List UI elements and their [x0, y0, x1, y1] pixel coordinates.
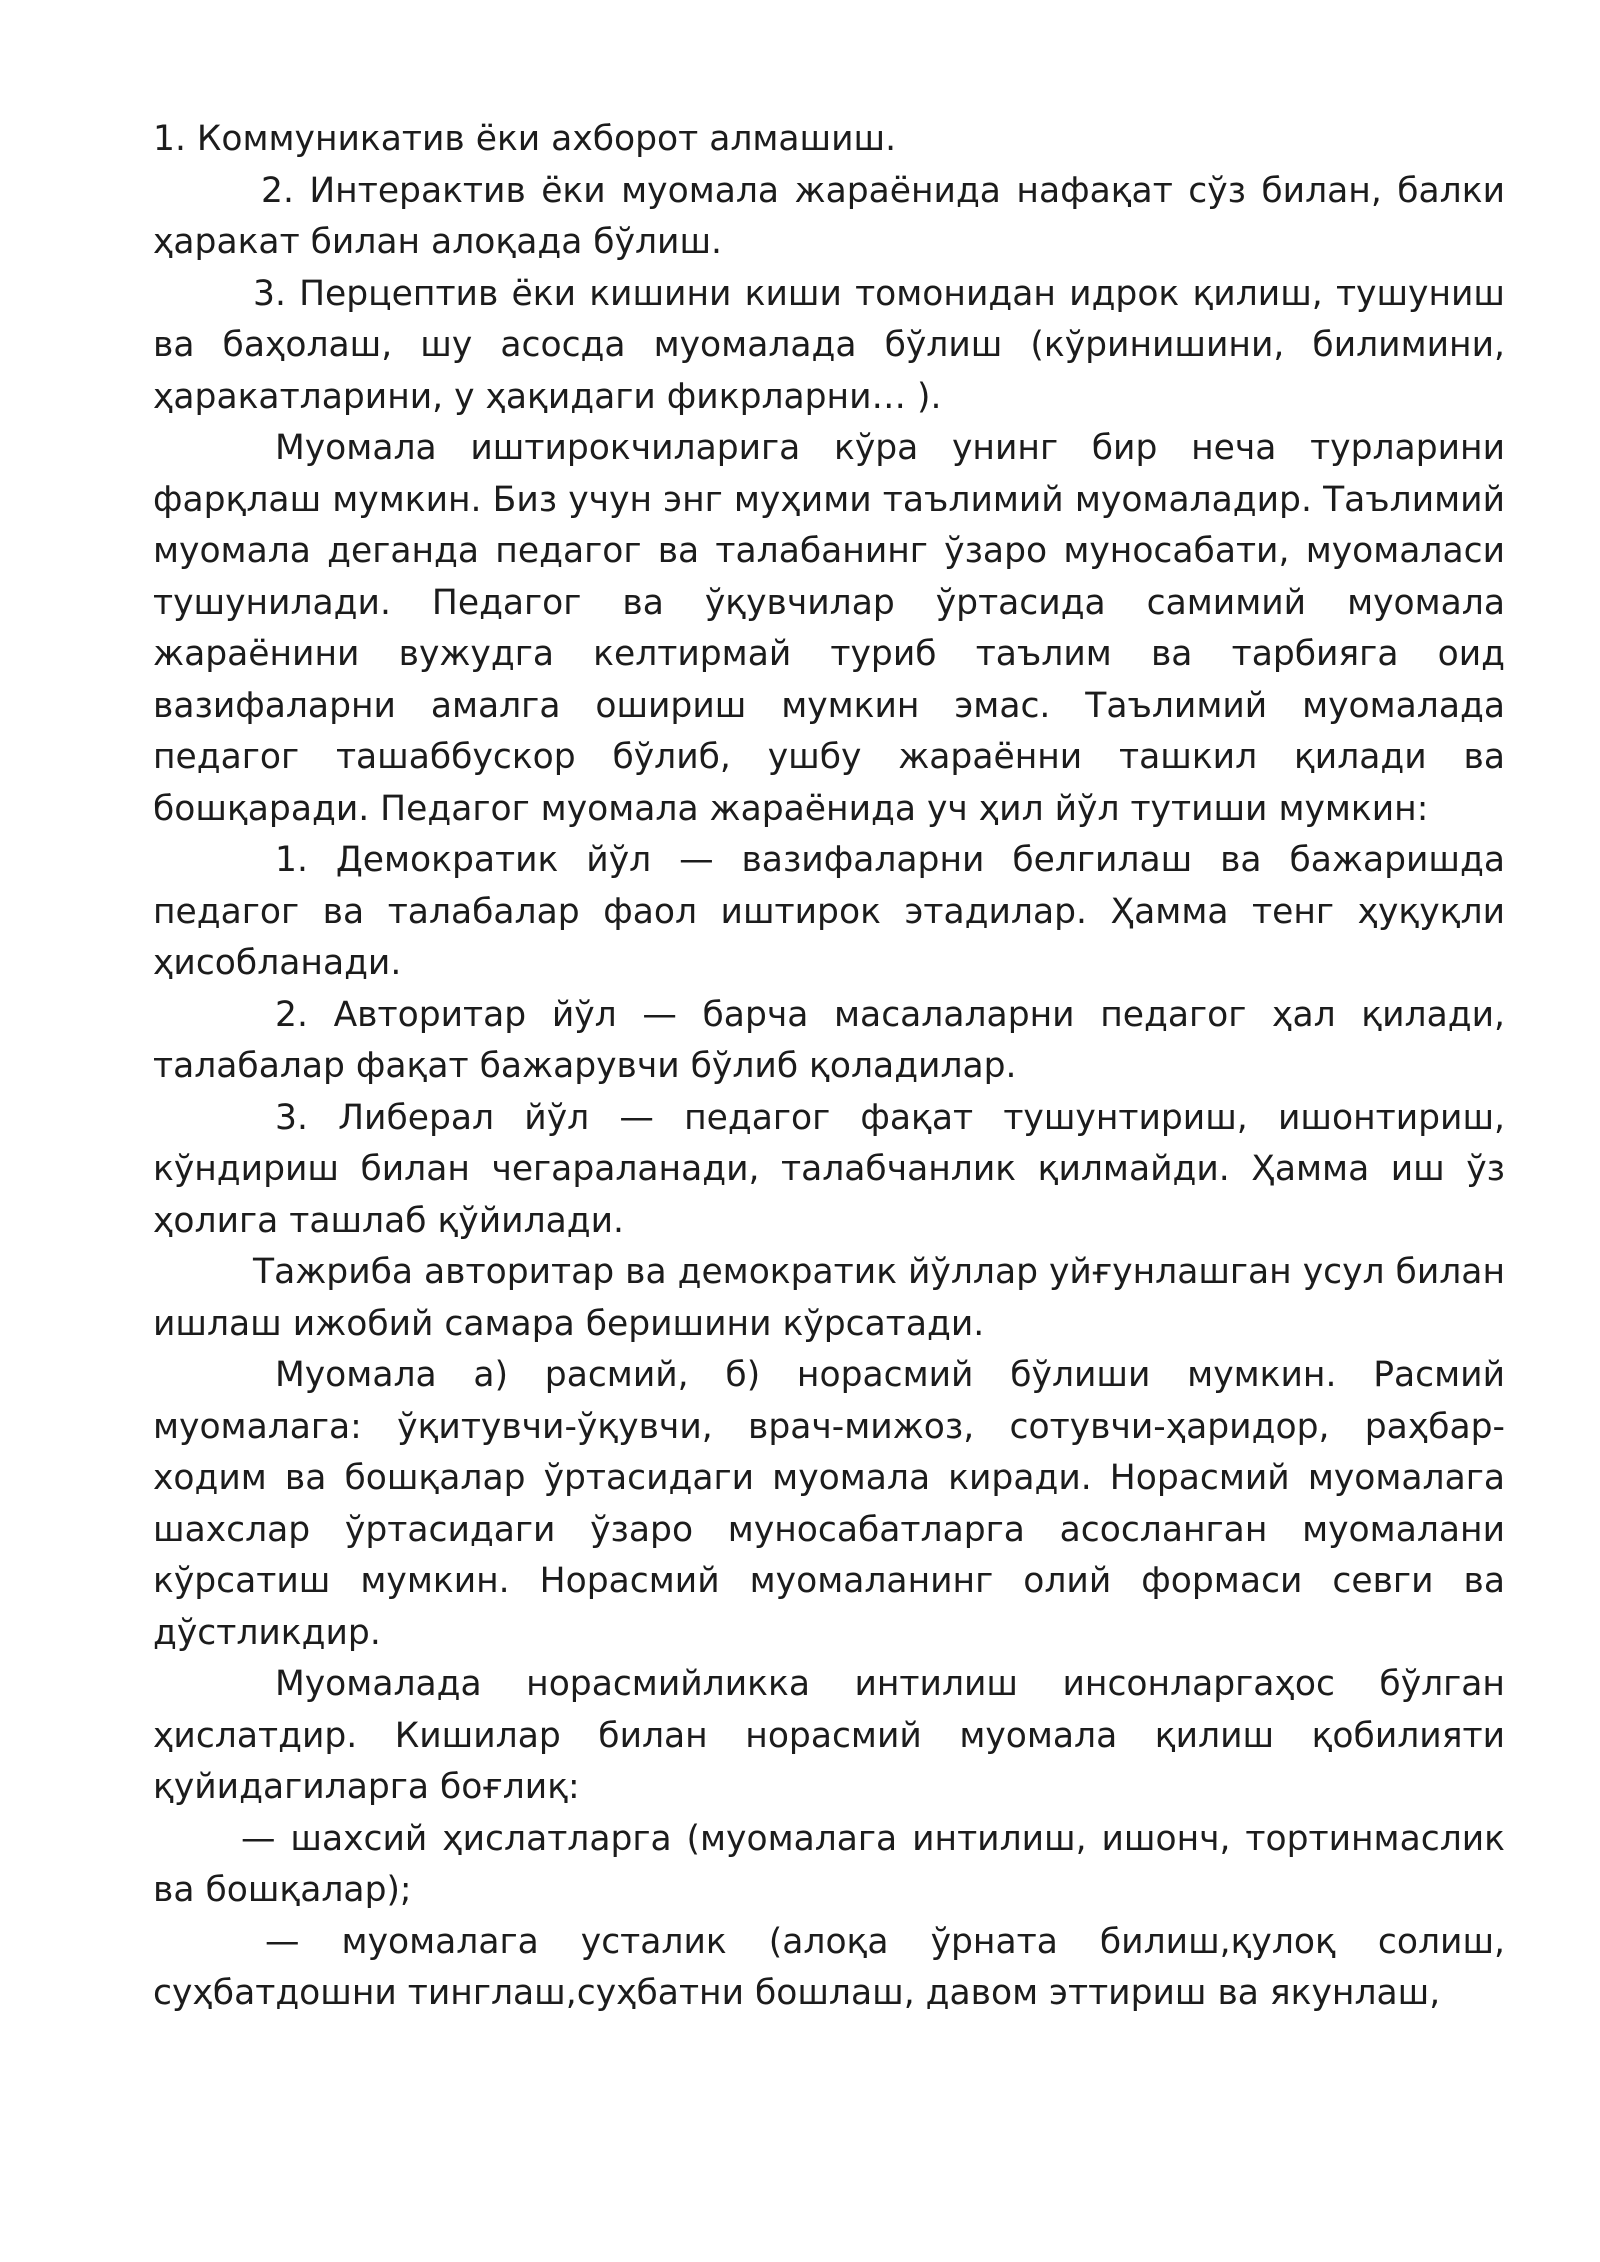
- paragraph-12: — муомалага усталик (алоқа ўрната билиш,қулоқ солиш, суҳбатдошни тинглаш,суҳбатни бошлаш, давом эттириш ва якунлаш,: [153, 1921, 1505, 2013]
- paragraph-5: 1. Демократик йўл — вазифаларни белгилаш ва бажаришда педагог ва талабалар фаол иштирок этадилар. Ҳамма тенг ҳуқуқли ҳисобланади.: [153, 840, 1505, 983]
- paragraph-9: Муомала а) расмий, б) норасмий бўлиши мумкин. Расмий муомалага: ўқитувчи-ўқувчи, врач-мижоз, сотувчи-ҳаридор, раҳбар-ходим ва бошқалар ўртасидаги муомала киради. Норасмий муомалага шахслар ўртасидаги ўзаро муносабатларга асосланган муомалани кўрсатиш мумкин. Норасмий муомаланинг олий формаси севги ва дўстликдир.: [153, 1355, 1505, 1653]
- paragraph-2: 2. Интерактив ёки муомала жараёнида нафақат сўз билан, балки ҳаракат билан алоқада бўлиш.: [153, 170, 1505, 262]
- paragraph-6: 2. Авторитар йўл — барча масалаларни педагог ҳал қилади, талабалар фақат бажарувчи бўлиб қоладилар.: [153, 994, 1505, 1086]
- paragraph-10: Муомалада норасмийликка интилиш инсонларгаҳос бўлган ҳислатдир. Кишилар билан норасмий муомала қилиш қобилияти қуйидагиларга боғлиқ:: [153, 1664, 1505, 1807]
- paragraph-3: 3. Перцептив ёки кишини киши томонидан идрок қилиш, тушуниш ва баҳолаш, шу асосда муомалада бўлиш (кўринишини, билимини, ҳаракатларини, у ҳақидаги фикрларни… ).: [153, 273, 1505, 417]
- paragraph-4: Муомала иштирокчиларига кўра унинг бир неча турларини фарқлаш мумкин. Биз учун энг муҳими таълимий муомаладир. Таълимий муомала деганда педагог ва талабанинг ўзаро муносабати, муомаласи тушунилади. Педагог ва ўқувчилар ўртасида самимий муомала жараёнини вужудга келтирмай туриб таълим ва тарбияга оид вазифаларни амалга ошириш мумкин эмас. Таълимий муомалада педагог ташаббускор бўлиб, ушбу жараённи ташкил қилади ва бошқаради. Педагог муомала жараёнида уч ҳил йўл тутиши мумкин:: [153, 428, 1505, 829]
- paragraph-8: Тажриба авторитар ва демократик йўллар уйғунлашган усул билан ишлаш ижобий самара беришини кўрсатади.: [153, 1252, 1505, 1344]
- paragraph-7: 3. Либерал йўл — педагог фақат тушунтириш, ишонтириш, кўндириш билан чегараланади, талабчанлик қилмайди. Ҳамма иш ўз ҳолига ташлаб қўйилади.: [153, 1097, 1505, 1241]
- paragraph-1: 1. Коммуникатив ёки ахборот алмашиш.: [153, 119, 897, 159]
- paragraph-11: — шахсий ҳислатларга (муомалага интилиш, ишонч, тортинмаслик ва бошқалар);: [153, 1818, 1505, 1910]
- document-page: [153, 114, 1505, 2020]
